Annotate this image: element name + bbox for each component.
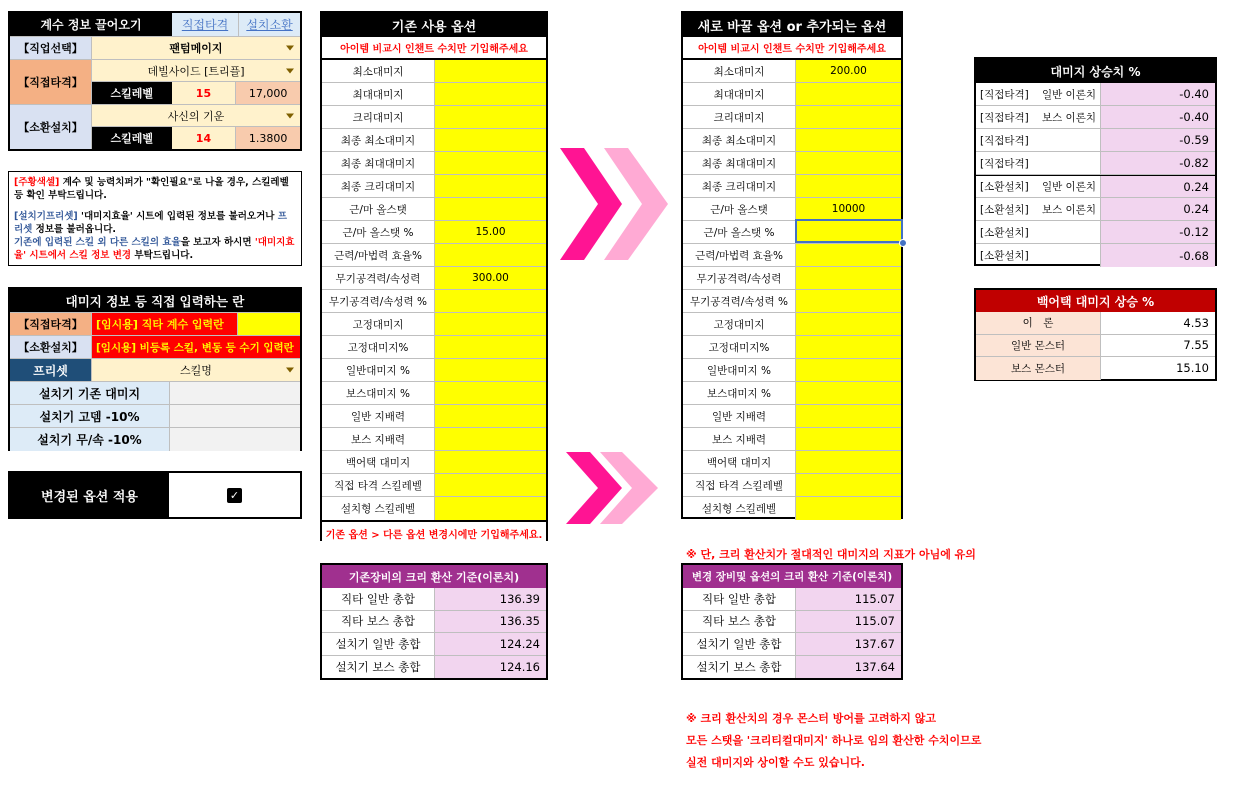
current-option-row <box>322 428 546 451</box>
new-option-row <box>683 428 901 451</box>
new-option-row <box>683 497 901 520</box>
current-option-value-input[interactable] <box>434 359 546 381</box>
backattack-row <box>976 357 1215 380</box>
preset-value: 스킬명 <box>180 364 212 377</box>
summon-skill-dropdown[interactable] <box>92 105 300 127</box>
apply-changes-checkbox-cell <box>169 473 300 517</box>
damage-increase-value: -0.59 <box>1100 129 1215 151</box>
current-option-row <box>322 152 546 175</box>
damage-increase-label <box>976 198 1100 220</box>
new-option-label: 무기공격력/속성력 <box>696 272 782 285</box>
backattack-value: 4.53 <box>1100 312 1215 334</box>
current-option-label: 보스 지배력 <box>350 433 406 446</box>
current-option-value-input[interactable] <box>434 152 546 174</box>
new-option-label: 최종 최소대미지 <box>701 134 777 147</box>
new-option-value-input[interactable] <box>795 428 901 450</box>
current-option-value-input[interactable]: 300.00 <box>434 267 546 289</box>
new-option-label: 백어택 대미지 <box>706 456 772 469</box>
direct-skill-dropdown[interactable] <box>92 60 300 82</box>
summon-install-label: 【소환설치】 <box>10 105 91 149</box>
new-option-label: 근/마 올스탯 <box>710 203 768 216</box>
damage-increase-label <box>976 152 1100 174</box>
current-option-value-input[interactable] <box>434 474 546 496</box>
crit-current-row <box>322 588 546 611</box>
crit-new-label: 직타 일반 총합 <box>702 591 776 606</box>
new-options-table <box>681 11 903 519</box>
new-option-row <box>683 83 901 106</box>
damage-increase-label <box>976 129 1100 151</box>
current-option-label: 직접 타격 스킬레벨 <box>334 479 422 492</box>
new-option-value-input[interactable] <box>795 474 901 496</box>
crit-current-label: 직타 일반 총합 <box>341 591 415 606</box>
new-option-value-input[interactable] <box>795 244 901 266</box>
summon-skill-value: 사신의 기운 <box>167 109 225 123</box>
summon-coefficient-value: 1.3800 <box>235 127 300 149</box>
current-option-row <box>322 405 546 428</box>
note-line-2: [설치기프리셋] '대미지효율' 시트에 입력된 정보를 불러오거나 프리셋 정보를 불러옵니다. <box>14 211 287 235</box>
backattack-value: 7.55 <box>1100 335 1215 357</box>
new-option-value-input[interactable] <box>795 359 901 381</box>
chevron-arrows-small-icon <box>566 450 662 526</box>
damage-increase-label <box>976 221 1100 243</box>
damage-increase-category: [소환설치] <box>980 203 1029 216</box>
current-option-row <box>322 198 546 221</box>
current-option-row <box>322 382 546 405</box>
current-option-label: 근/마 올스탯 % <box>342 226 414 239</box>
crit-new-label: 직타 보스 총합 <box>702 614 776 629</box>
tab-direct-strike[interactable]: 직접타격 <box>172 13 238 36</box>
damage-increase-label <box>976 176 1100 197</box>
bottom-warning-line-1: ※ 크리 환산치의 경우 몬스터 방어를 고려하지 않고 <box>686 712 937 725</box>
crit-current-value: 136.39 <box>434 588 546 610</box>
summon-skill-level-input[interactable]: 14 <box>172 127 236 149</box>
new-option-label: 근력/마법력 효율% <box>695 249 783 262</box>
apply-changes-label: 변경된 옵션 적용 <box>10 473 169 517</box>
new-options-subtitle: 아이템 비교시 인챈트 수치만 기입해주세요 <box>683 37 901 60</box>
notes-box <box>8 171 302 266</box>
current-option-value-input[interactable] <box>434 497 546 520</box>
current-option-label: 최종 최소대미지 <box>340 134 416 147</box>
crit-new-label: 설치기 보스 총합 <box>696 659 782 674</box>
apply-changes-checkbox[interactable] <box>227 488 242 503</box>
current-option-label: 백어택 대미지 <box>345 456 411 469</box>
current-option-label: 무기공격력/속성력 % <box>329 295 427 308</box>
new-option-value-input[interactable] <box>795 336 901 358</box>
current-option-row <box>322 129 546 152</box>
damage-increase-subtype: 보스 이론치 <box>1041 203 1096 216</box>
current-option-value-input[interactable]: 15.00 <box>434 221 546 243</box>
current-option-value-input[interactable] <box>434 244 546 266</box>
damage-increase-value: 0.24 <box>1100 176 1215 197</box>
preset-dropdown[interactable] <box>91 359 300 381</box>
selection-fill-handle[interactable] <box>899 239 907 247</box>
new-option-label: 일반 지배력 <box>711 410 767 423</box>
crit-current-table <box>320 563 548 680</box>
new-option-value-input[interactable] <box>795 129 901 151</box>
coefficient-panel-title: 계수 정보 끌어오기 <box>10 13 172 36</box>
new-option-row <box>683 60 901 83</box>
new-option-value-input[interactable] <box>795 497 901 520</box>
crit-current-value: 124.16 <box>434 656 546 679</box>
current-option-row <box>322 290 546 313</box>
crit-current-row <box>322 633 546 656</box>
new-option-value-input[interactable] <box>795 451 901 473</box>
damage-increase-subtype: 일반 이론치 <box>1041 88 1096 101</box>
current-option-label: 최종 최대대미지 <box>340 157 416 170</box>
current-option-value-input[interactable] <box>434 106 546 128</box>
direct-skill-level-label: 스킬레벨 <box>92 82 172 104</box>
new-option-value-input[interactable] <box>795 405 901 427</box>
damage-increase-row <box>976 244 1215 267</box>
damage-increase-category: [소환설치] <box>980 250 1029 262</box>
crit-current-row <box>322 611 546 634</box>
damage-increase-subtype: 일반 이론치 <box>1041 181 1096 193</box>
new-option-label: 고정대미지% <box>708 341 770 354</box>
note-line-1: [주황색셀] 계수 및 능력치퍼가 "확인필요"로 나올 경우, 스킬레벨 등 확인 부탁드립니다. <box>14 177 289 201</box>
current-options-subtitle: 아이템 비교시 인챈트 수치만 기입해주세요 <box>322 37 546 60</box>
manual-direct-label: 【직접타격】 <box>10 313 91 335</box>
damage-increase-subtype: 보스 이론치 <box>1041 111 1096 124</box>
crit-warning: ※ 단, 크리 환산치가 절대적인 대미지의 지표가 아님에 유의 <box>686 548 976 561</box>
current-option-label: 보스대미지 % <box>345 387 411 400</box>
new-option-label: 고정대미지 <box>713 318 765 331</box>
chevron-down-icon <box>286 46 294 51</box>
chevron-down-icon <box>286 113 294 118</box>
new-option-label: 보스 지배력 <box>711 433 767 446</box>
new-option-label: 직접 타격 스킬레벨 <box>695 479 783 492</box>
current-option-row <box>322 497 546 520</box>
current-option-row <box>322 313 546 336</box>
crit-current-value: 124.24 <box>434 633 546 655</box>
damage-increase-value: -0.68 <box>1100 244 1215 267</box>
current-option-value-input[interactable] <box>434 60 546 82</box>
current-option-row <box>322 175 546 198</box>
current-option-label: 근/마 올스탯 <box>349 203 407 216</box>
new-option-row <box>683 336 901 359</box>
current-option-value-input[interactable] <box>434 405 546 427</box>
bottom-warning-line-3: 실전 대미지와 상이할 수도 있습니다. <box>686 756 865 769</box>
installer-base-damage-label: 설치기 기존 대미지 <box>10 382 169 404</box>
current-option-row <box>322 106 546 129</box>
current-option-row <box>322 336 546 359</box>
damage-increase-row <box>976 152 1215 175</box>
current-option-label: 최종 크리대미지 <box>340 180 416 193</box>
damage-increase-category: [소환설치] <box>980 181 1029 193</box>
damage-increase-row <box>976 221 1215 244</box>
crit-current-value: 136.35 <box>434 611 546 633</box>
current-option-row <box>322 244 546 267</box>
installer-base-damage-value[interactable] <box>169 382 300 404</box>
new-option-row <box>683 267 901 290</box>
new-option-value-input[interactable]: 200.00 <box>795 60 901 82</box>
preset-label: 프리셋 <box>10 359 91 381</box>
new-option-label: 최소대미지 <box>713 65 765 78</box>
crit-current-label: 설치기 보스 총합 <box>335 659 421 674</box>
crit-new-row <box>683 633 901 656</box>
selected-cell-outline <box>795 219 903 243</box>
new-option-row <box>683 244 901 267</box>
bottom-warning <box>686 708 981 774</box>
new-option-label: 근/마 올스탯 % <box>703 226 775 239</box>
crit-new-value: 115.07 <box>795 588 901 610</box>
damage-increase-title: 대미지 상승치 % <box>976 59 1215 83</box>
new-option-value-input[interactable]: 10000 <box>795 198 901 220</box>
current-options-title: 기존 사용 옵션 <box>322 13 546 37</box>
backattack-title: 백어택 대미지 상승 % <box>976 290 1215 312</box>
damage-increase-label <box>976 106 1100 128</box>
backattack-label: 일반 몬스터 <box>976 335 1100 357</box>
crit-current-row <box>322 656 546 679</box>
crit-current-label: 직타 보스 총합 <box>341 614 415 629</box>
damage-increase-row <box>976 129 1215 152</box>
new-option-row <box>683 290 901 313</box>
current-option-value-input[interactable] <box>434 198 546 220</box>
damage-increase-value: -0.82 <box>1100 152 1215 174</box>
current-option-label: 근력/마법력 효율% <box>334 249 422 262</box>
apply-changes-panel <box>8 471 302 519</box>
current-option-row <box>322 83 546 106</box>
current-option-label: 최소대미지 <box>352 65 404 78</box>
bottom-warning-line-2: 모든 스탯을 '크리티컬대미지' 하나로 임의 환산한 수치이므로 <box>686 734 982 747</box>
new-option-label: 무기공격력/속성력 % <box>690 295 788 308</box>
current-option-value-input[interactable] <box>434 290 546 312</box>
damage-increase-value: -0.40 <box>1100 106 1215 128</box>
new-option-row <box>683 405 901 428</box>
manual-direct-input[interactable]: [임시용] 직타 계수 입력란 <box>91 313 237 335</box>
chevron-down-icon <box>286 368 294 373</box>
damage-increase-category: [직접타격] <box>980 111 1029 124</box>
new-option-value-input[interactable] <box>795 290 901 312</box>
manual-summon-label: 【소환설치】 <box>10 336 91 358</box>
direct-coefficient-value: 17,000 <box>235 82 300 104</box>
new-option-value-input[interactable] <box>795 175 901 197</box>
damage-increase-row <box>976 106 1215 129</box>
crit-new-row <box>683 611 901 634</box>
direct-skill-value: 데빌사이드 [트리플] <box>147 64 245 78</box>
installer-weapon-element-label: 설치기 무/속 -10% <box>10 428 169 451</box>
new-option-row <box>683 129 901 152</box>
current-option-label: 일반대미지 % <box>345 364 411 377</box>
crit-current-title: 기존장비의 크리 환산 기준(이론치) <box>322 565 546 588</box>
installer-fixed-damage-label: 설치기 고뎀 -10% <box>10 405 169 427</box>
current-option-value-input[interactable] <box>434 129 546 151</box>
crit-new-label: 설치기 일반 총합 <box>696 636 782 651</box>
note-line-3: 기존에 입력된 스킬 외 다른 스킬의 효율을 보고자 하시면 '대미지효율' 시트에서 스킬 정보 변경 부탁드립니다. <box>14 237 295 261</box>
crit-new-title: 변경 장비및 옵션의 크리 환산 기준(이론치) <box>683 565 901 588</box>
current-option-label: 설치형 스킬레벨 <box>340 503 416 515</box>
new-option-label: 최대대미지 <box>713 88 765 101</box>
backattack-label: 보스 몬스터 <box>976 357 1100 380</box>
direct-strike-label: 【직접타격】 <box>10 60 91 104</box>
damage-increase-value: -0.40 <box>1100 83 1215 105</box>
new-option-label: 설치형 스킬레벨 <box>701 503 777 515</box>
current-option-label: 무기공격력/속성력 <box>335 272 421 285</box>
current-options-table <box>320 11 548 541</box>
crit-new-value: 137.64 <box>795 656 901 679</box>
current-option-value-input[interactable] <box>434 451 546 473</box>
installer-weapon-element-value[interactable] <box>169 428 300 451</box>
damage-increase-label <box>976 244 1100 267</box>
damage-increase-table <box>974 57 1217 266</box>
backattack-value: 15.10 <box>1100 357 1215 380</box>
new-option-row <box>683 474 901 497</box>
crit-new-value: 115.07 <box>795 611 901 633</box>
current-option-label: 고정대미지 <box>352 318 404 331</box>
new-option-label: 일반대미지 % <box>706 364 772 377</box>
new-option-row <box>683 106 901 129</box>
current-option-row <box>322 60 546 83</box>
current-option-value-input[interactable] <box>434 313 546 335</box>
current-option-row <box>322 474 546 497</box>
current-option-row <box>322 267 546 290</box>
current-option-value-input[interactable] <box>434 83 546 105</box>
damage-increase-row <box>976 175 1215 198</box>
damage-increase-row <box>976 198 1215 221</box>
backattack-row <box>976 335 1215 358</box>
damage-increase-category: [직접타격] <box>980 134 1029 147</box>
new-option-value-input[interactable] <box>795 152 901 174</box>
new-option-row <box>683 198 901 221</box>
manual-direct-value[interactable] <box>237 313 300 335</box>
current-option-value-input[interactable] <box>434 428 546 450</box>
crit-new-row <box>683 588 901 611</box>
direct-skill-level-input[interactable]: 15 <box>172 82 236 104</box>
current-option-label: 크리대미지 <box>352 111 404 124</box>
new-option-label: 크리대미지 <box>713 111 765 124</box>
damage-increase-category: [소환설치] <box>980 226 1029 239</box>
current-option-row <box>322 221 546 244</box>
new-options-title: 새로 바꿀 옵션 or 추가되는 옵션 <box>683 13 901 37</box>
new-option-value-input[interactable] <box>795 267 901 289</box>
new-option-value-input[interactable] <box>795 106 901 128</box>
checkmark-icon: ✓ <box>229 488 240 502</box>
crit-new-value: 137.67 <box>795 633 901 655</box>
tab-summon-install[interactable]: 설치소환 <box>238 13 300 36</box>
new-option-row <box>683 359 901 382</box>
damage-increase-value: -0.12 <box>1100 221 1215 243</box>
coefficient-panel <box>8 11 302 151</box>
manual-input-title: 대미지 정보 등 직접 입력하는 란 <box>10 289 300 313</box>
job-select-dropdown[interactable] <box>91 37 300 59</box>
new-option-label: 최종 크리대미지 <box>701 180 777 193</box>
manual-summon-input[interactable]: [임시용] 비등록 스킬, 변동 등 수기 입력란 <box>91 336 300 358</box>
job-select-label: 【직업선택】 <box>10 37 91 59</box>
damage-increase-value: 0.24 <box>1100 198 1215 220</box>
damage-increase-category: [직접타격] <box>980 88 1029 101</box>
new-option-row <box>683 313 901 336</box>
new-option-row <box>683 451 901 474</box>
damage-increase-category: [직접타격] <box>980 157 1029 170</box>
current-option-label: 일반 지배력 <box>350 410 406 423</box>
new-option-row <box>683 152 901 175</box>
new-option-label: 최종 최대대미지 <box>701 157 777 170</box>
job-select-value: 팬텀메이지 <box>169 42 223 55</box>
current-options-footer: 기존 옵션 > 다른 옵션 변경시에만 기입해주세요. <box>322 520 546 544</box>
damage-increase-row <box>976 83 1215 106</box>
current-option-row <box>322 451 546 474</box>
backattack-table <box>974 288 1217 381</box>
chevron-arrows-icon <box>560 144 675 264</box>
current-option-label: 최대대미지 <box>352 88 404 101</box>
new-option-label: 보스대미지 % <box>706 387 772 400</box>
crit-new-table <box>681 563 903 680</box>
damage-increase-label <box>976 83 1100 105</box>
current-option-value-input[interactable] <box>434 382 546 404</box>
backattack-row <box>976 312 1215 335</box>
crit-current-label: 설치기 일반 총합 <box>335 636 421 651</box>
new-option-value-input[interactable] <box>795 382 901 404</box>
manual-input-panel <box>8 287 302 451</box>
installer-fixed-damage-value[interactable] <box>169 405 300 427</box>
current-option-value-input[interactable] <box>434 336 546 358</box>
new-option-value-input[interactable] <box>795 83 901 105</box>
backattack-label: 이 론 <box>976 312 1100 334</box>
current-option-value-input[interactable] <box>434 175 546 197</box>
new-option-row <box>683 382 901 405</box>
new-option-value-input[interactable] <box>795 313 901 335</box>
chevron-dark-icon <box>560 148 622 260</box>
summon-skill-level-label: 스킬레벨 <box>92 127 172 149</box>
chevron-down-icon <box>286 68 294 73</box>
current-option-label: 고정대미지% <box>347 341 409 354</box>
crit-new-row <box>683 656 901 679</box>
current-option-row <box>322 359 546 382</box>
new-option-row <box>683 175 901 198</box>
